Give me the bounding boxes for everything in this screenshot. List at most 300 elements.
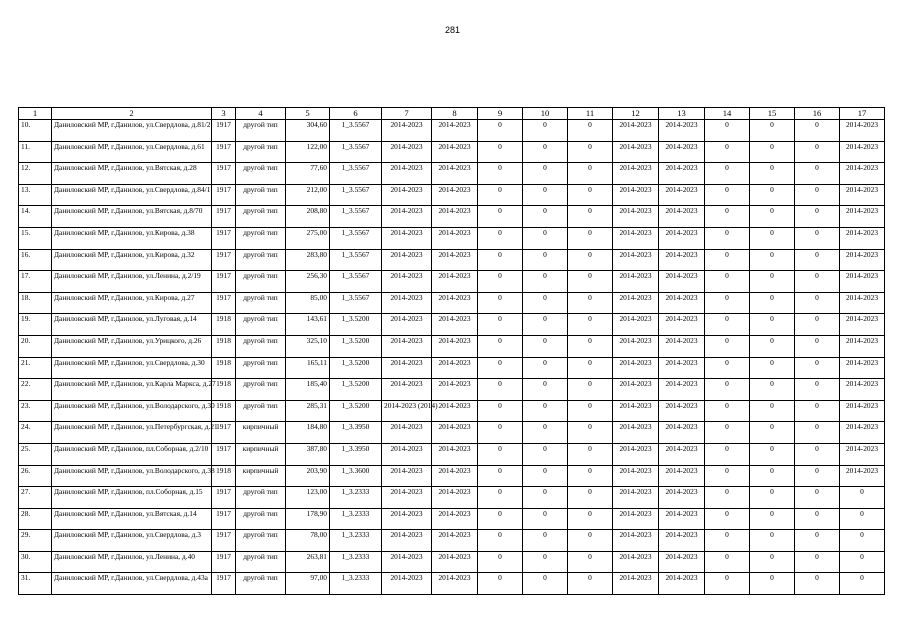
cell-area: 212,00 [286,184,330,206]
cell-period-8: 2014-2023 [432,443,478,465]
cell-period-8: 2014-2023 [432,120,478,142]
cell-address: Даниловский МР, г.Данилов, пл.Соборная, д.2/10 [52,443,212,465]
cell-value-9: 0 [478,508,523,530]
cell-value-14: 0 [705,551,750,573]
cell-code: 1_3.3950 [330,422,382,444]
cell-period-8: 2014-2023 [432,314,478,336]
cell-period-17: 2014-2023 [840,141,885,163]
cell-value-16: 0 [795,465,840,487]
cell-row-number: 27. [19,487,52,509]
housing-register-table [18,107,885,595]
cell-value-9: 0 [478,249,523,271]
cell-value-10: 0 [523,163,568,185]
cell-period-17: 2014-2023 [840,465,885,487]
cell-year-built: 1917 [212,163,236,185]
cell-value-14: 0 [705,292,750,314]
cell-address: Даниловский МР, г.Данилов, ул.Вятская, д.28 [52,163,212,185]
cell-period-12: 2014-2023 [613,227,659,249]
cell-area: 97,00 [286,573,330,595]
cell-period-8: 2014-2023 [432,141,478,163]
cell-value-16: 0 [795,335,840,357]
cell-row-number: 31. [19,573,52,595]
cell-code: 1_3.3600 [330,465,382,487]
cell-value-10: 0 [523,400,568,422]
cell-period-17: 2014-2023 [840,184,885,206]
cell-value-9: 0 [478,379,523,401]
cell-value-14: 0 [705,487,750,509]
cell-value-10: 0 [523,141,568,163]
cell-period-13: 2014-2023 [659,314,705,336]
cell-period-12: 2014-2023 [613,443,659,465]
cell-value-16: 0 [795,184,840,206]
cell-year-built: 1917 [212,227,236,249]
column-header-10: 10 [523,108,568,120]
column-header-15: 15 [750,108,795,120]
cell-value-16: 0 [795,206,840,228]
cell-row-number: 18. [19,292,52,314]
cell-address: Даниловский МР, г.Данилов, ул.Луговая, д.14 [52,314,212,336]
cell-area: 263,81 [286,551,330,573]
table-row [19,465,885,487]
cell-value-16: 0 [795,120,840,142]
cell-address: Даниловский МР, г.Данилов, пл.Соборная, д.15 [52,487,212,509]
table-row [19,206,885,228]
cell-row-number: 16. [19,249,52,271]
cell-value-10: 0 [523,184,568,206]
cell-area: 275,00 [286,227,330,249]
cell-period-8: 2014-2023 [432,530,478,552]
cell-period-12: 2014-2023 [613,249,659,271]
page-number: 281 [444,25,461,35]
cell-value-9: 0 [478,422,523,444]
cell-area: 78,00 [286,530,330,552]
cell-value-10: 0 [523,335,568,357]
cell-value-14: 0 [705,163,750,185]
cell-value-11: 0 [568,551,613,573]
cell-code: 1_3.2333 [330,551,382,573]
column-header-2: 2 [52,108,212,120]
cell-period-7: 2014-2023 [382,120,432,142]
cell-year-built: 1917 [212,508,236,530]
cell-year-built: 1917 [212,120,236,142]
cell-period-13: 2014-2023 [659,573,705,595]
cell-value-9: 0 [478,227,523,249]
cell-period-8: 2014-2023 [432,422,478,444]
cell-wall-type: другой тип [236,573,286,595]
cell-value-9: 0 [478,335,523,357]
table-row [19,271,885,293]
cell-row-number: 12. [19,163,52,185]
cell-year-built: 1917 [212,573,236,595]
cell-wall-type: другой тип [236,227,286,249]
cell-address: Даниловский МР, г.Данилов, ул.Ленина, д.2/19 [52,271,212,293]
cell-period-7: 2014-2023 [382,465,432,487]
cell-period-7: 2014-2023 [382,335,432,357]
cell-value-14: 0 [705,357,750,379]
cell-address: Даниловский МР, г.Данилов, ул.Володарского, д.30 [52,400,212,422]
cell-wall-type: другой тип [236,335,286,357]
cell-period-13: 2014-2023 [659,400,705,422]
cell-area: 143,61 [286,314,330,336]
table-row [19,551,885,573]
cell-value-11: 0 [568,422,613,444]
cell-year-built: 1917 [212,184,236,206]
cell-code: 1_3.2333 [330,487,382,509]
cell-wall-type: другой тип [236,184,286,206]
cell-row-number: 17. [19,271,52,293]
cell-address: Даниловский МР, г.Данилов, ул.Ленина, д.40 [52,551,212,573]
cell-row-number: 29. [19,530,52,552]
cell-row-number: 13. [19,184,52,206]
column-header-4: 4 [236,108,286,120]
cell-code: 1_3.5567 [330,249,382,271]
cell-area: 184,80 [286,422,330,444]
table-row [19,314,885,336]
cell-value-15: 0 [750,206,795,228]
cell-value-15: 0 [750,379,795,401]
cell-year-built: 1917 [212,249,236,271]
cell-value-11: 0 [568,379,613,401]
cell-code: 1_3.5567 [330,141,382,163]
cell-wall-type: другой тип [236,487,286,509]
cell-period-8: 2014-2023 [432,551,478,573]
cell-value-11: 0 [568,357,613,379]
cell-period-12: 2014-2023 [613,508,659,530]
cell-row-number: 24. [19,422,52,444]
cell-period-17: 0 [840,487,885,509]
cell-address: Даниловский МР, г.Данилов, ул.Кирова, д.27 [52,292,212,314]
cell-row-number: 22. [19,379,52,401]
cell-period-17: 0 [840,551,885,573]
cell-address: Даниловский МР, г.Данилов, ул.Свердлова, д.30 [52,357,212,379]
cell-period-8: 2014-2023 [432,184,478,206]
cell-year-built: 1917 [212,141,236,163]
cell-value-16: 0 [795,357,840,379]
cell-address: Даниловский МР, г.Данилов, ул.Володарского, д.38 [52,465,212,487]
cell-value-15: 0 [750,271,795,293]
cell-value-10: 0 [523,487,568,509]
cell-wall-type: другой тип [236,508,286,530]
cell-value-16: 0 [795,379,840,401]
cell-period-12: 2014-2023 [613,487,659,509]
cell-value-11: 0 [568,443,613,465]
cell-address: Даниловский МР, г.Данилов, ул.Свердлова, д.61 [52,141,212,163]
cell-area: 285,31 [286,400,330,422]
cell-address: Даниловский МР, г.Данилов, ул.Урицкого, д.26 [52,335,212,357]
cell-value-11: 0 [568,227,613,249]
cell-value-9: 0 [478,206,523,228]
cell-value-10: 0 [523,573,568,595]
column-header-14: 14 [705,108,750,120]
cell-value-10: 0 [523,465,568,487]
cell-value-11: 0 [568,487,613,509]
cell-value-16: 0 [795,227,840,249]
cell-address: Даниловский МР, г.Данилов, ул.Свердлова, д.43а [52,573,212,595]
cell-code: 1_3.5567 [330,206,382,228]
cell-value-9: 0 [478,141,523,163]
cell-value-14: 0 [705,422,750,444]
cell-value-11: 0 [568,120,613,142]
cell-value-15: 0 [750,551,795,573]
cell-wall-type: кирпичный [236,465,286,487]
cell-value-16: 0 [795,400,840,422]
cell-period-17: 2014-2023 [840,357,885,379]
cell-value-9: 0 [478,357,523,379]
column-header-17: 17 [840,108,885,120]
cell-address: Даниловский МР, г.Данилов, ул.Кирова, д.38 [52,227,212,249]
cell-value-10: 0 [523,422,568,444]
cell-value-9: 0 [478,465,523,487]
cell-value-9: 0 [478,314,523,336]
table-body [19,120,885,595]
cell-period-13: 2014-2023 [659,335,705,357]
cell-period-17: 2014-2023 [840,292,885,314]
table-row [19,443,885,465]
cell-row-number: 11. [19,141,52,163]
cell-address: Даниловский МР, г.Данилов, ул.Вятская, д.8/70 [52,206,212,228]
cell-value-10: 0 [523,120,568,142]
table-row [19,400,885,422]
cell-period-7: 2014-2023 [382,163,432,185]
cell-wall-type: другой тип [236,271,286,293]
cell-period-12: 2014-2023 [613,271,659,293]
table-row [19,227,885,249]
cell-value-15: 0 [750,335,795,357]
cell-value-15: 0 [750,314,795,336]
cell-value-14: 0 [705,314,750,336]
cell-address: Даниловский МР, г.Данилов, ул.Свердлова, д.81/2 [52,120,212,142]
cell-period-12: 2014-2023 [613,292,659,314]
table-row [19,573,885,595]
cell-period-8: 2014-2023 [432,335,478,357]
cell-value-10: 0 [523,551,568,573]
cell-period-17: 2014-2023 [840,271,885,293]
cell-value-10: 0 [523,357,568,379]
cell-value-11: 0 [568,206,613,228]
cell-period-17: 0 [840,573,885,595]
cell-value-9: 0 [478,184,523,206]
cell-value-11: 0 [568,184,613,206]
cell-period-8: 2014-2023 [432,573,478,595]
cell-year-built: 1917 [212,206,236,228]
cell-row-number: 14. [19,206,52,228]
cell-period-7: 2014-2023 (2014) [382,400,432,422]
cell-wall-type: другой тип [236,141,286,163]
cell-wall-type: другой тип [236,120,286,142]
table-row [19,141,885,163]
cell-period-7: 2014-2023 [382,530,432,552]
cell-area: 123,00 [286,487,330,509]
cell-period-8: 2014-2023 [432,465,478,487]
cell-area: 185,40 [286,379,330,401]
cell-code: 1_3.2333 [330,508,382,530]
column-header-5: 5 [286,108,330,120]
cell-period-13: 2014-2023 [659,227,705,249]
cell-value-16: 0 [795,551,840,573]
cell-period-7: 2014-2023 [382,508,432,530]
cell-period-13: 2014-2023 [659,379,705,401]
cell-value-14: 0 [705,249,750,271]
cell-period-7: 2014-2023 [382,551,432,573]
table-row [19,335,885,357]
cell-row-number: 25. [19,443,52,465]
cell-value-15: 0 [750,184,795,206]
cell-period-13: 2014-2023 [659,141,705,163]
table-row [19,487,885,509]
cell-value-11: 0 [568,292,613,314]
cell-wall-type: другой тип [236,530,286,552]
cell-value-14: 0 [705,465,750,487]
cell-period-17: 2014-2023 [840,163,885,185]
column-header-12: 12 [613,108,659,120]
cell-wall-type: кирпичный [236,422,286,444]
cell-value-15: 0 [750,422,795,444]
cell-year-built: 1918 [212,400,236,422]
cell-period-17: 2014-2023 [840,400,885,422]
cell-period-8: 2014-2023 [432,400,478,422]
cell-period-12: 2014-2023 [613,184,659,206]
cell-code: 1_3.5567 [330,292,382,314]
cell-value-16: 0 [795,314,840,336]
cell-period-7: 2014-2023 [382,249,432,271]
cell-code: 1_3.5200 [330,400,382,422]
cell-period-8: 2014-2023 [432,379,478,401]
cell-area: 387,80 [286,443,330,465]
cell-year-built: 1917 [212,530,236,552]
cell-period-13: 2014-2023 [659,206,705,228]
table-row [19,379,885,401]
cell-wall-type: другой тип [236,292,286,314]
cell-period-7: 2014-2023 [382,227,432,249]
cell-value-9: 0 [478,163,523,185]
cell-value-14: 0 [705,271,750,293]
table-row [19,163,885,185]
cell-value-9: 0 [478,120,523,142]
cell-period-8: 2014-2023 [432,508,478,530]
cell-period-13: 2014-2023 [659,508,705,530]
cell-code: 1_3.5567 [330,227,382,249]
column-header-7: 7 [382,108,432,120]
cell-period-12: 2014-2023 [613,465,659,487]
cell-period-13: 2014-2023 [659,422,705,444]
cell-wall-type: другой тип [236,206,286,228]
cell-value-15: 0 [750,487,795,509]
cell-value-11: 0 [568,530,613,552]
cell-area: 178,90 [286,508,330,530]
cell-period-12: 2014-2023 [613,206,659,228]
cell-value-10: 0 [523,379,568,401]
cell-code: 1_3.5567 [330,271,382,293]
cell-period-13: 2014-2023 [659,292,705,314]
cell-value-16: 0 [795,573,840,595]
cell-value-11: 0 [568,163,613,185]
cell-period-7: 2014-2023 [382,141,432,163]
cell-period-13: 2014-2023 [659,443,705,465]
cell-value-15: 0 [750,508,795,530]
cell-period-17: 2014-2023 [840,206,885,228]
column-header-8: 8 [432,108,478,120]
cell-value-15: 0 [750,120,795,142]
table-row [19,508,885,530]
cell-period-8: 2014-2023 [432,163,478,185]
cell-value-15: 0 [750,573,795,595]
table-row [19,357,885,379]
cell-area: 325,10 [286,335,330,357]
cell-code: 1_3.5567 [330,184,382,206]
column-header-1: 1 [19,108,52,120]
cell-code: 1_3.3950 [330,443,382,465]
cell-value-14: 0 [705,141,750,163]
cell-period-12: 2014-2023 [613,573,659,595]
cell-value-15: 0 [750,141,795,163]
cell-value-15: 0 [750,163,795,185]
cell-address: Даниловский МР, г.Данилов, ул.Вятская, д.14 [52,508,212,530]
cell-value-15: 0 [750,530,795,552]
cell-period-13: 2014-2023 [659,163,705,185]
cell-value-14: 0 [705,227,750,249]
cell-code: 1_3.5567 [330,120,382,142]
cell-period-8: 2014-2023 [432,292,478,314]
cell-period-13: 2014-2023 [659,487,705,509]
cell-area: 85,00 [286,292,330,314]
cell-value-15: 0 [750,400,795,422]
cell-area: 203,90 [286,465,330,487]
cell-area: 283,80 [286,249,330,271]
cell-value-10: 0 [523,271,568,293]
cell-period-7: 2014-2023 [382,487,432,509]
column-header-3: 3 [212,108,236,120]
cell-period-17: 2014-2023 [840,443,885,465]
cell-row-number: 19. [19,314,52,336]
cell-value-11: 0 [568,249,613,271]
cell-period-12: 2014-2023 [613,551,659,573]
cell-value-10: 0 [523,443,568,465]
cell-period-12: 2014-2023 [613,314,659,336]
cell-code: 1_3.2333 [330,573,382,595]
cell-code: 1_3.5567 [330,163,382,185]
cell-year-built: 1918 [212,357,236,379]
cell-value-16: 0 [795,141,840,163]
table-row [19,530,885,552]
cell-code: 1_3.5200 [330,357,382,379]
cell-period-13: 2014-2023 [659,271,705,293]
column-header-6: 6 [330,108,382,120]
cell-year-built: 1918 [212,465,236,487]
cell-area: 208,80 [286,206,330,228]
cell-value-9: 0 [478,271,523,293]
cell-value-16: 0 [795,508,840,530]
cell-value-16: 0 [795,422,840,444]
cell-address: Даниловский МР, г.Данилов, ул.Петербургская, д.21 [52,422,212,444]
column-header-13: 13 [659,108,705,120]
cell-value-11: 0 [568,335,613,357]
cell-value-10: 0 [523,249,568,271]
cell-value-11: 0 [568,465,613,487]
cell-value-16: 0 [795,271,840,293]
cell-period-13: 2014-2023 [659,465,705,487]
cell-year-built: 1918 [212,314,236,336]
cell-code: 1_3.5200 [330,335,382,357]
cell-year-built: 1918 [212,335,236,357]
cell-value-15: 0 [750,249,795,271]
cell-wall-type: другой тип [236,551,286,573]
cell-value-15: 0 [750,292,795,314]
cell-row-number: 10. [19,120,52,142]
cell-period-17: 2014-2023 [840,249,885,271]
cell-value-11: 0 [568,271,613,293]
cell-period-13: 2014-2023 [659,551,705,573]
cell-value-14: 0 [705,206,750,228]
